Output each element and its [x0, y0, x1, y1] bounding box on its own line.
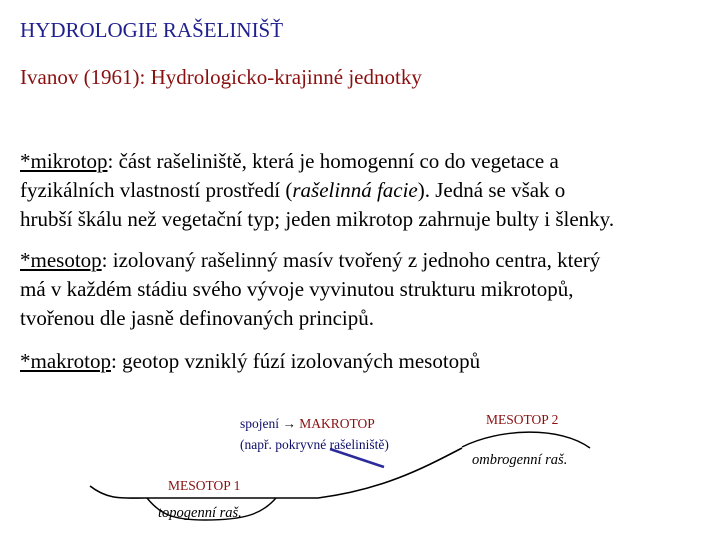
mikrotop-text-1: : část rašeliniště, která je homogenní co do vegetace a — [107, 149, 559, 173]
mesotop2-type: ombrogenní raš. — [472, 452, 568, 468]
makrotop-term: *makrotop — [20, 349, 111, 373]
mesotop-text-1: : izolovaný rašelinný masív tvořený z jednoho centra, který — [101, 248, 601, 272]
example-label: (např. pokryvné rašeliniště) — [240, 437, 389, 452]
mikrotop-text-2b: ). Jedná se však o — [417, 178, 566, 202]
join-label-row — [240, 416, 375, 432]
peatland-profile-curve — [90, 448, 462, 498]
arrow-right-icon: → — [282, 416, 296, 431]
mesotop2-label: MESOTOP 2 — [486, 412, 559, 427]
mikrotop-line-3: hrubší škálu než vegetační typ; jeden mikrotop zahrnuje bulty i šlenky. — [20, 207, 615, 231]
mikrotop-text-2a: fyzikálních vlastností prostředí ( — [20, 178, 293, 202]
mesotop-line-2: má v každém stádiu svého vývoje vyvinutou strukturu mikrotopů, — [20, 277, 574, 301]
page-title: HYDROLOGIE RAŠELINIŠŤ — [20, 18, 284, 42]
join-label: spojení — [240, 416, 279, 431]
mesotop-term: *mesotop — [20, 248, 102, 272]
mikrotop-italic-term: rašelinná facie — [292, 178, 418, 202]
mesotop2-bog-dome — [462, 432, 590, 448]
makrotop-label: MAKROTOP — [299, 416, 375, 431]
mesotop1-type: topogenní raš. — [158, 505, 242, 521]
mesotop-line-3: tvořenou dle jasně definovaných principů. — [20, 306, 374, 330]
mesotop1-label: MESOTOP 1 — [168, 478, 241, 493]
page-subtitle: Ivanov (1961): Hydrologicko-krajinné jednotky — [20, 65, 422, 89]
mikrotop-term: *mikrotop — [20, 149, 108, 173]
makrotop-text-1: : geotop vzniklý fúzí izolovaných mesotopů — [110, 349, 481, 373]
